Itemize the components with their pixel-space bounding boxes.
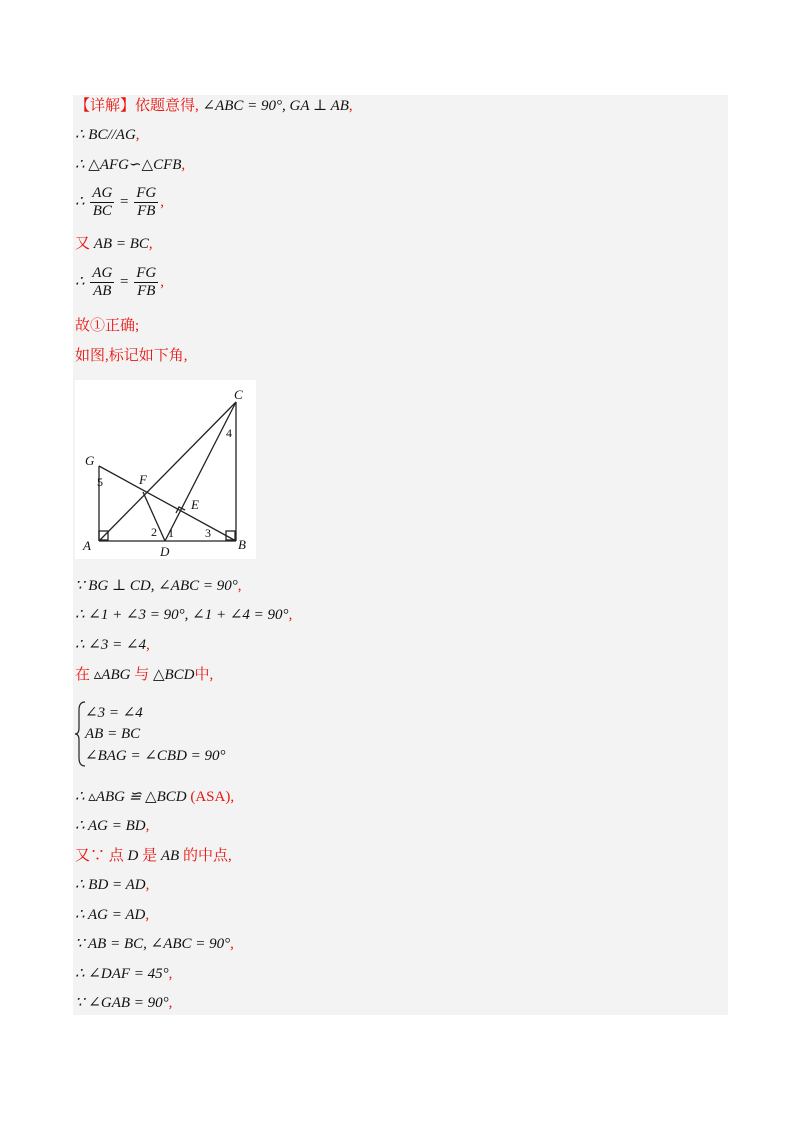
system-row-3: ∠BAG = ∠CBD = 90°: [85, 748, 226, 764]
numerator: FG: [136, 185, 157, 202]
because-point: 又∵ 点: [75, 848, 124, 864]
solution-line-16: [75, 874, 149, 896]
denominator: FB: [137, 283, 156, 300]
punct: ,: [145, 818, 150, 834]
solution-line-14: [75, 815, 149, 837]
punct: ,: [145, 877, 150, 893]
point-d: D: [127, 848, 139, 864]
angle-label-2: 2: [151, 525, 157, 539]
solution-line-20: [75, 992, 172, 1014]
punct: ,: [230, 936, 234, 952]
line-19-math: ∴ ∠DAF = 45°: [75, 966, 169, 982]
label-g: G: [85, 453, 95, 468]
numerator: AG: [92, 185, 113, 202]
solution-line-11: [75, 634, 150, 656]
solution-line-12: [75, 664, 213, 686]
geometry-figure: [75, 380, 256, 559]
angle-label-4: 4: [226, 426, 232, 440]
line-2-math: ∴ BC//AG: [75, 127, 136, 143]
label-d: D: [160, 544, 170, 559]
triangle-abg: ▵ABG: [93, 667, 131, 683]
line-3-math: ∴ △AFG∽△CFB: [75, 157, 182, 173]
fraction-ag-bc: [90, 185, 114, 220]
fraction-ag-ab: [90, 265, 114, 300]
solution-line-19: [75, 963, 172, 985]
segment-ab-ref: AB: [160, 848, 180, 864]
line-16-math: ∴ BD = AD: [75, 877, 146, 893]
is-word: 是: [142, 848, 158, 864]
punct: ,: [237, 578, 242, 594]
line-10-math: ∴ ∠1 + ∠3 = 90°, ∠1 + ∠4 = 90°: [75, 607, 289, 623]
also-word: 又: [75, 236, 91, 252]
solution-line-5: [75, 233, 153, 255]
denominator: BC: [92, 203, 112, 220]
segment-dc: [165, 402, 236, 541]
punct: ,: [160, 194, 165, 210]
line-20-math: ∵ ∠GAB = 90°: [75, 995, 169, 1011]
angle-label-3: 3: [205, 526, 211, 540]
punct: ,: [148, 236, 153, 252]
label-f: F: [139, 472, 147, 487]
punct: ,: [145, 907, 150, 923]
fraction-fg-fb: [134, 185, 158, 220]
equals-sign: =: [120, 274, 129, 290]
denominator: FB: [137, 203, 156, 220]
label-b: B: [238, 537, 246, 552]
system-row-2: AB = BC: [85, 726, 141, 742]
line-14-math: ∴ AG = BD: [75, 818, 146, 834]
solution-line-17: [75, 904, 149, 926]
therefore-symbol: ∴: [75, 274, 85, 290]
line-9-math: ∵ BG ⊥ CD, ∠ABC = 90°: [75, 578, 238, 594]
equation-system: [75, 700, 255, 768]
equals-sign: =: [120, 194, 129, 210]
numerator: FG: [136, 265, 157, 282]
punct: ,: [181, 157, 186, 173]
punct: ,: [230, 789, 235, 805]
system-row-1: ∠3 = ∠4: [85, 705, 143, 721]
solution-line-4: [75, 180, 164, 224]
therefore-symbol: ∴: [75, 194, 85, 210]
congruence-statement: ∴ ▵ABG ≌ △BCD: [75, 789, 187, 805]
solution-line-10: [75, 604, 292, 626]
solution-line-2: [75, 124, 140, 146]
label-c: C: [234, 387, 243, 402]
denominator: AB: [93, 283, 112, 300]
solution-line-15: [75, 845, 232, 867]
solution-line-3: [75, 154, 185, 176]
angle-label-5: 5: [97, 475, 103, 489]
punct: ,: [168, 966, 173, 982]
segment-ac: [99, 402, 236, 541]
punct: ,: [288, 607, 293, 623]
punct: ,: [168, 995, 173, 1011]
line-18-math: ∵ AB = BC, ∠ABC = 90°: [75, 936, 231, 952]
solution-line-1: [75, 95, 353, 117]
line-11-math: ∴ ∠3 = ∠4: [75, 637, 147, 653]
middle-word: 中,: [194, 667, 214, 683]
fraction-fg-fb: [134, 265, 158, 300]
punct: ,: [146, 637, 150, 653]
label-e: E: [191, 497, 199, 512]
line-5-math: AB = BC: [93, 236, 149, 252]
punct: ,: [135, 127, 140, 143]
solution-line-8: 如图,标记如下角,: [75, 348, 188, 364]
solution-line-13: [75, 786, 234, 808]
angle-label-1: 1: [168, 526, 174, 540]
in-word: 在: [75, 667, 91, 683]
punct: ,: [160, 274, 165, 290]
detail-heading: 【详解】依题意得,: [75, 98, 199, 114]
asa-tag: (ASA): [190, 789, 231, 805]
numerator: AG: [92, 265, 113, 282]
line-17-math: ∴ AG = AD: [75, 907, 146, 923]
geometry-diagram: [75, 380, 256, 559]
solution-line-6: [75, 260, 164, 304]
punct: ,: [348, 98, 353, 114]
solution-line-7: 故①正确;: [75, 318, 140, 334]
midpoint-word: 的中点,: [182, 848, 232, 864]
and-word: 与: [134, 667, 150, 683]
solution-line-9: [75, 575, 242, 597]
label-a: A: [83, 538, 91, 553]
triangle-bcd: △BCD: [152, 667, 195, 683]
solution-line-18: [75, 933, 234, 955]
line-1-math: ∠ABC = 90°, GA ⊥ AB: [202, 98, 349, 114]
